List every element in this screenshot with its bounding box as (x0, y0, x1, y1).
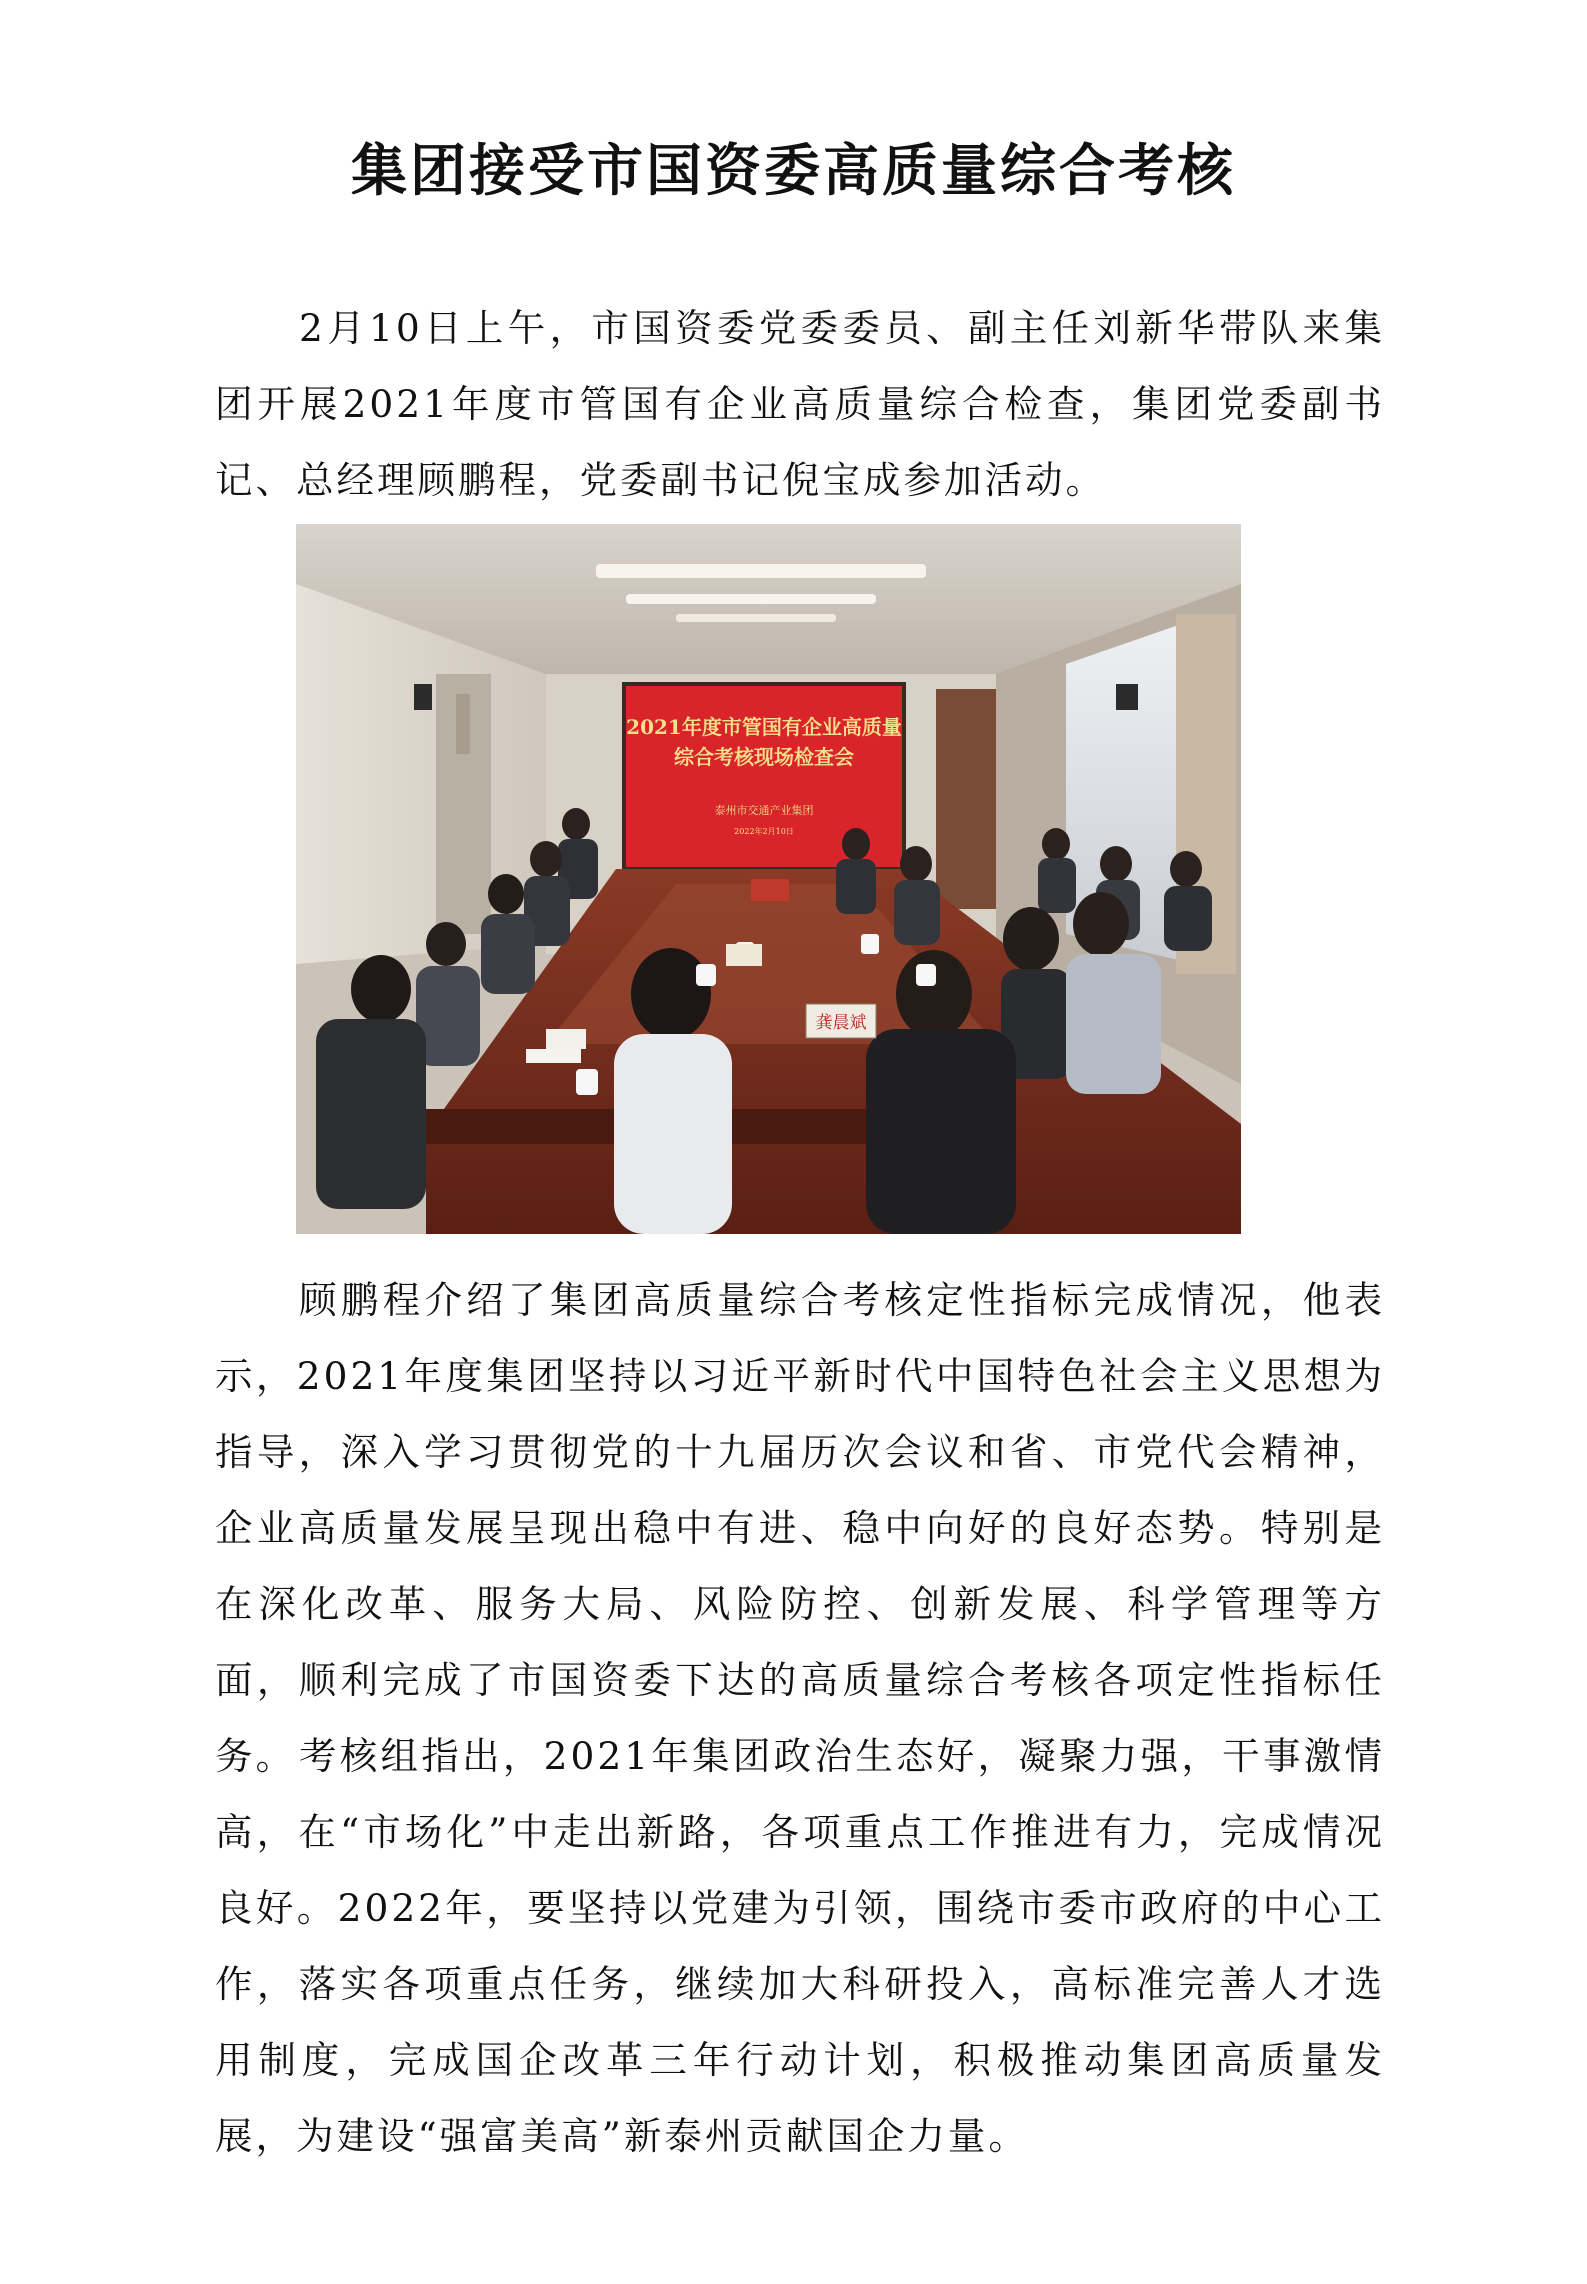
article-paragraph: 顾鹏程介绍了集团高质量综合考核定性指标完成情况，他表示，2021年度集团坚持以习近平新时代中国特色社会主义思想为指导，深入学习贯彻党的十九届历次会议和省、市党代会精神，企业高质量发展呈现出稳中有进、稳中向好的良好态势。特别是在深化改革、服务大局、风险防控、创新发展、科学管理等方面，顺利完成了市国资委下达的高质量综合考核各项定性指标任务。 (215, 1278, 1385, 1778)
article-title: 集团接受市国资委高质量综合考核 (351, 139, 1236, 204)
nameplate-text: 龚晨斌 (815, 1013, 867, 1033)
article-paragraph: 考核组指出，2021年集团政治生态好，凝聚力强，干事激情高，在“市场化”中走出新路，各项重点工作推进有力，完成情况良好。2022年，要坚持以党建为引领，围绕市委市政府的中心工作，落实各项重点任务，继续加大科研投入，高标准完善人才选用制度，完成国企改革三年行动计划，积极推动集团高质量发展，为建设“强富美高”新泰州贡献国企力量。 (215, 1734, 1385, 2158)
article-paragraph: 2月10日上午，市国资委党委委员、副主任刘新华带队来集团开展2021年度市管国有企业高质量综合检查，集团党委副书记、总经理顾鹏程，党委副书记倪宝成参加活动。 (215, 306, 1385, 502)
meeting-photo (296, 524, 1241, 1234)
banner-organization: 泰州市交通产业集团 (714, 804, 814, 817)
banner-line-2: 综合考核现场检查会 (674, 745, 854, 769)
banner-date: 2022年2月10日 (734, 827, 794, 836)
banner-line-1: 2021年度市管国有企业高质量 (626, 715, 902, 739)
